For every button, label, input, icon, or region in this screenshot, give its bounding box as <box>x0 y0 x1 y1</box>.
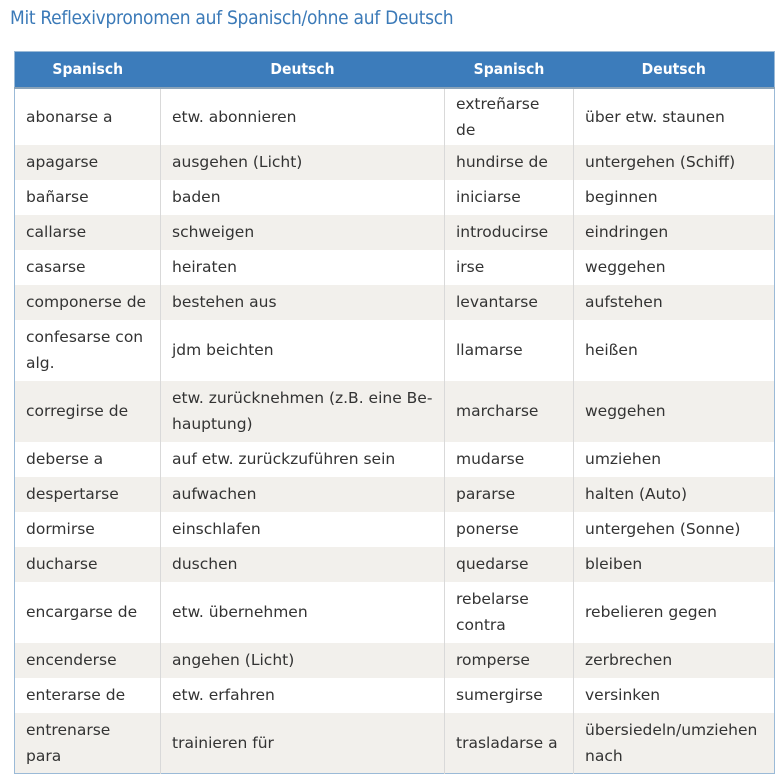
cell-german: bleiben <box>574 547 775 582</box>
header-spanish-2: Spanisch <box>445 52 574 88</box>
table-row <box>15 180 775 215</box>
cell-german: über etw. staunen <box>574 88 775 145</box>
cell-spanish: corregirse de <box>15 381 161 442</box>
cell-german: jdm beichten <box>161 320 445 381</box>
cell-german: etw. erfahren <box>161 678 445 713</box>
cell-spanish: dormirse <box>26 520 95 538</box>
table-row <box>15 145 775 180</box>
table-row <box>15 582 775 643</box>
vocabulary-table-container <box>14 51 774 774</box>
page-title: Mit Reflexivpronomen auf Spanisch/ohne auf Deutsch <box>10 7 454 29</box>
cell-german: halten (Auto) <box>574 477 775 512</box>
table-header-row <box>15 52 775 88</box>
cell-german: rebelieren gegen <box>574 582 775 643</box>
table-row <box>15 678 775 713</box>
cell-spanish: pararse <box>445 477 574 512</box>
cell-german: übersiedeln/umziehen nach <box>574 713 775 774</box>
cell-spanish: hundirse de <box>445 145 574 180</box>
table-row <box>15 285 775 320</box>
cell-spanish: llamarse <box>445 320 574 381</box>
cell-german: aufwachen <box>161 477 445 512</box>
cell-german: bestehen aus <box>161 285 445 320</box>
cell-german: umziehen <box>574 442 775 477</box>
cell-spanish: componerse de <box>15 285 161 320</box>
cell-german: schweigen <box>161 215 445 250</box>
cell-german: trainieren für <box>161 713 445 774</box>
cell-spanish: encargarse de <box>26 603 138 621</box>
cell-german: etw. abonnieren <box>161 88 445 145</box>
table-row <box>15 215 775 250</box>
table-row <box>15 381 775 442</box>
cell-german: heiraten <box>161 250 445 285</box>
cell-spanish: extreñarse de <box>445 88 574 145</box>
table-row <box>15 512 775 547</box>
cell-spanish: trasladarse a <box>445 713 574 774</box>
cell-german: weggehen <box>574 250 775 285</box>
cell-spanish: romperse <box>445 643 574 678</box>
header-german-1: Deutsch <box>161 52 445 88</box>
cell-spanish: ponerse <box>445 512 574 547</box>
cell-german: etw. zurücknehmen (z.B. eine Behauptung) <box>161 381 445 442</box>
cell-german: heißen <box>574 320 775 381</box>
cell-spanish: callarse <box>15 215 161 250</box>
header-german-2: Deutsch <box>574 52 775 88</box>
cell-german: untergehen (Sonne) <box>574 512 775 547</box>
table-row <box>15 477 775 512</box>
cell-spanish: abonarse a <box>26 107 113 126</box>
cell-german: ausgehen (Licht) <box>161 145 445 180</box>
cell-german: auf etw. zurückzuführen sein <box>161 442 445 477</box>
cell-spanish: irse <box>445 250 574 285</box>
cell-spanish: iniciarse <box>445 180 574 215</box>
cell-german: angehen (Licht) <box>161 643 445 678</box>
header-spanish-1: Spanisch <box>15 52 161 88</box>
cell-german: eindringen <box>574 215 775 250</box>
cell-german: einschlafen <box>161 512 445 547</box>
cell-spanish: sumergirse <box>445 678 574 713</box>
cell-spanish: confesarse con alg. <box>26 328 144 372</box>
cell-german: weggehen <box>574 381 775 442</box>
vocabulary-table <box>14 51 775 774</box>
cell-german: baden <box>161 180 445 215</box>
table-row <box>15 320 775 381</box>
table-row <box>15 547 775 582</box>
cell-german: versinken <box>574 678 775 713</box>
cell-spanish: entrenarse para <box>15 713 161 774</box>
cell-spanish: introducirse <box>445 215 574 250</box>
cell-german: zerbrechen <box>574 643 775 678</box>
cell-spanish: levantarse <box>445 285 574 320</box>
cell-spanish: rebelarse contra <box>445 582 574 643</box>
table-row <box>15 250 775 285</box>
table-row <box>15 442 775 477</box>
cell-spanish: marcharse <box>445 381 574 442</box>
cell-spanish: enterarse de <box>26 686 126 704</box>
cell-german: aufstehen <box>574 285 775 320</box>
table-row <box>15 713 775 774</box>
cell-spanish: apagarse <box>15 145 161 180</box>
cell-spanish: casarse <box>26 258 86 276</box>
cell-spanish: ducharse <box>15 547 161 582</box>
table-row <box>15 88 775 145</box>
cell-german: etw. übernehmen <box>161 582 445 643</box>
cell-spanish: bañarse <box>26 188 89 206</box>
cell-german: untergehen (Schiff) <box>574 145 775 180</box>
table-row <box>15 643 775 678</box>
cell-spanish: despertarse <box>15 477 161 512</box>
cell-german: beginnen <box>574 180 775 215</box>
cell-spanish: deberse a <box>26 450 104 468</box>
cell-german: duschen <box>161 547 445 582</box>
cell-spanish: encenderse <box>15 643 161 678</box>
cell-spanish: mudarse <box>445 442 574 477</box>
cell-spanish: quedarse <box>445 547 574 582</box>
